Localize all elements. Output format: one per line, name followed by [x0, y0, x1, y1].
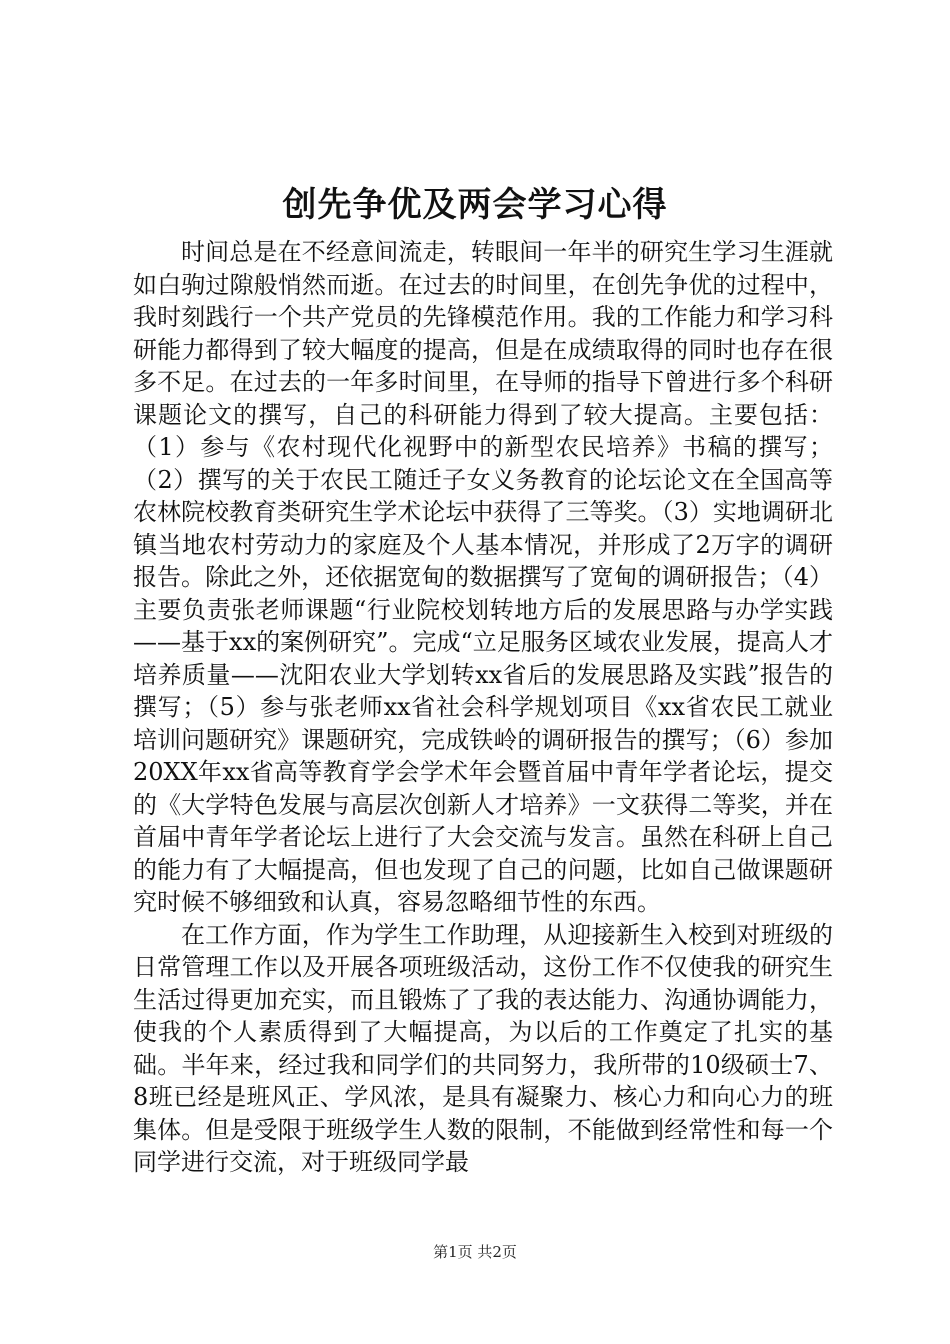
- page-number-footer: 第1页 共2页: [433, 1243, 517, 1261]
- document-title: 创先争优及两会学习心得: [282, 185, 668, 225]
- paragraph-1: 时间总是在不经意间流走，转眼间一年半的研究生学习生涯就如白驹过隙般悄然而逝。在过去的时间里，在创先争优的过程中，我时刻践行一个共产党员的先锋模范作用。我的工作能力和学习科研能力都得到了较大幅度的提高，但是在成绩取得的同时也存在很多不足。在过去的一年多时间里，在导师的指导下曾进行多个科研课题论文的撰写，自己的科研能力得到了较大提高。主要包括：（1）参与《农村现代化视野中的新型农民培养》书稿的撰写；（2）撰写的关于农民工随迁子女义务教育的论坛论文在全国高等农林院校教育类研究生学术论坛中获得了三等奖。（3）实地调研北镇当地农村劳动力的家庭及个人基本情况，并形成了2万字的调研报告。除此之外，还依据宽甸的数据撰写了宽甸的调研报告；（4）主要负责张老师课题“行业院校划转地方后的发展思路与办学实践——基于xx的案例研究”。完成“立足服务区域农业发展，提高人才培养质量——沈阳农业大学划转xx省后的发展思路及实践”报告的撰写；（5）参与张老师xx省社会科学规划项目《xx省农民工就业培训问题研究》课题研究，完成铁岭的调研报告的撰写；（6）参加20XX年xx省高等教育学会学术年会暨首届中青年学者论坛，提交的《大学特色发展与高层次创新人才培养》一文获得二等奖，并在首届中青年学者论坛上进行了大会交流与发言。虽然在科研上自己的能力有了大幅提高，但也发现了自己的问题，比如自己做课题研究时候不够细致和认真，容易忽略细节性的东西。: [133, 238, 833, 916]
- paragraph-2: 在工作方面，作为学生工作助理，从迎接新生入校到对班级的日常管理工作以及开展各项班级活动，这份工作不仅使我的研究生生活过得更加充实，而且锻炼了了我的表达能力、沟通协调能力，使我的个人素质得到了大幅提高，为以后的工作奠定了扎实的基础。半年来，经过我和同学们的共同努力，我所带的10级硕士7、8班已经是班风正、学风浓，是具有凝聚力、核心力和向心力的班集体。但是受限于班级学生人数的限制，不能做到经常性和每一个同学进行交流，对于班级同学最: [133, 920, 833, 1176]
- document-body: [133, 236, 833, 1179]
